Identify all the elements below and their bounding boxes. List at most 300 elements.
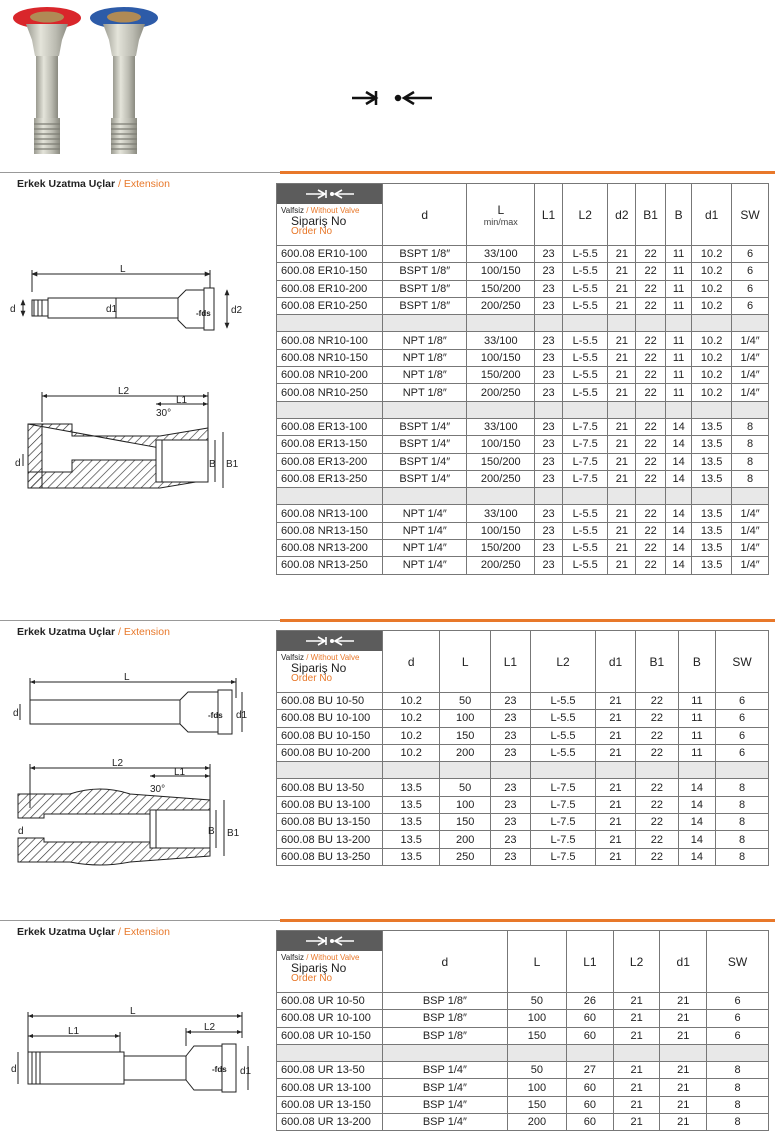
table-row [277,522,769,539]
table-cell: 21 [613,1114,660,1131]
spec-table-section1 [276,183,769,575]
table-cell: 10.2 [692,384,732,401]
table-cell: 10.2 [692,246,732,263]
table-cell: 21 [596,744,636,761]
table-cell: 200/250 [467,557,535,574]
group-separator-row [277,1044,769,1061]
table-cell: 21 [613,1027,660,1044]
table-row [277,1096,769,1113]
table-cell: L-5.5 [562,297,608,314]
table-corner-cell: Valfsiz / Without Valve Sipariş No Order No [277,631,383,693]
table-cell: 6 [716,727,769,744]
table-cell: BSPT 1/8″ [383,280,467,297]
table-cell: 200/250 [467,470,535,487]
table-row [277,1114,769,1131]
table-row [277,505,769,522]
table-cell: 21 [596,848,636,865]
table-cell: 21 [608,280,636,297]
table-cell: 150 [440,727,491,744]
quick-connect-icon [277,184,382,204]
dim-label-L: L [124,672,130,683]
table-cell: BSP 1/8″ [383,1010,508,1027]
table-cell: L-5.5 [562,557,608,574]
product-hero [0,0,775,160]
table-cell: 22 [636,297,666,314]
table-row [277,796,769,813]
section-divider [0,620,775,621]
table-cell: 27 [567,1062,614,1079]
table-cell: 14 [666,453,692,470]
table-cell: 200/250 [467,384,535,401]
table-row [277,297,769,314]
table-row [277,1027,769,1044]
table-cell: 23 [535,367,563,384]
table-cell: 14 [678,831,715,848]
table-cell: L-5.5 [562,246,608,263]
group-separator-row [277,401,769,418]
table-cell: 100 [507,1010,566,1027]
order-code-cell: 600.08 NR10-250 [277,384,383,401]
table-cell: 14 [678,848,715,865]
table-cell: 50 [440,693,491,710]
table-cell: 50 [440,779,491,796]
table-row [277,280,769,297]
table-cell: NPT 1/4″ [383,505,467,522]
table-cell: 23 [535,436,563,453]
table-cell: L-7.5 [562,418,608,435]
order-code-cell: 600.08 ER10-100 [277,246,383,263]
table-cell: BSP 1/4″ [383,1062,508,1079]
col-header: d [383,931,508,993]
table-cell: 100/150 [467,436,535,453]
table-cell: 11 [666,332,692,349]
table-cell: 22 [636,453,666,470]
col-header: L [440,631,491,693]
table-cell: L-5.5 [562,522,608,539]
table-cell: 22 [635,831,678,848]
table-corner-cell: Valfsiz / Without Valve Sipariş No Order No [277,184,383,246]
table-cell: L-5.5 [562,367,608,384]
table-cell: 14 [666,540,692,557]
table-row [277,349,769,366]
col-header: d1 [660,931,707,993]
table-cell: 21 [660,993,707,1010]
table-cell: 23 [535,522,563,539]
table-cell: 23 [491,779,531,796]
table-cell: 8 [732,470,769,487]
table-cell: 11 [678,727,715,744]
table-cell: 21 [660,1079,707,1096]
table-cell: 21 [596,779,636,796]
col-header: L1 [535,184,563,246]
dim-label-B1: B1 [227,828,240,839]
table-cell: 50 [507,1062,566,1079]
table-cell: 22 [636,522,666,539]
dim-label-d1: d1 [236,710,248,721]
table-cell: NPT 1/8″ [383,367,467,384]
table-cell: 10.2 [692,332,732,349]
order-code-cell: 600.08 NR13-100 [277,505,383,522]
table-cell: 22 [636,263,666,280]
table-cell: BSP 1/4″ [383,1096,508,1113]
table-cell: 100 [507,1079,566,1096]
order-code-cell: 600.08 ER13-100 [277,418,383,435]
table-cell: 11 [678,744,715,761]
table-cell: 200 [507,1114,566,1131]
table-row [277,557,769,574]
table-cell: 6 [732,263,769,280]
dim-label-d: d [10,304,16,315]
table-cell: NPT 1/4″ [383,557,467,574]
table-cell: 1/4″ [732,522,769,539]
table-row [277,332,769,349]
table-cell: 11 [666,384,692,401]
table-cell: 26 [567,993,614,1010]
table-cell: 21 [608,470,636,487]
table-cell: 10.2 [383,693,440,710]
col-header: B [666,184,692,246]
table-cell: 100 [440,710,491,727]
table-cell: 13.5 [383,779,440,796]
table-cell: 22 [636,505,666,522]
table-cell: L-7.5 [530,796,595,813]
table-cell: 22 [636,418,666,435]
section-divider [0,172,775,173]
table-cell: 11 [666,297,692,314]
dim-label-angle: 30° [150,784,166,795]
table-cell: L-7.5 [562,470,608,487]
table-cell: 21 [660,1114,707,1131]
table-cell: 23 [535,470,563,487]
table-cell: 6 [716,693,769,710]
table-cell: 10.2 [692,263,732,280]
table-cell: 33/100 [467,418,535,435]
order-code-cell: 600.08 BU 13-100 [277,796,383,813]
table-cell: 6 [716,744,769,761]
order-code-cell: 600.08 ER13-200 [277,453,383,470]
table-cell: BSP 1/8″ [383,993,508,1010]
extension-dimension-drawing [10,668,250,868]
blue-extension-photo [90,7,158,154]
dim-label-L2: L2 [118,386,130,397]
order-code-cell: 600.08 BU 10-200 [277,744,383,761]
order-code-cell: 600.08 UR 10-150 [277,1027,383,1044]
table-cell: 60 [567,1010,614,1027]
table-cell: 22 [635,848,678,865]
table-cell: 21 [608,505,636,522]
dim-label-L2: L2 [112,758,124,769]
table-cell: 21 [608,436,636,453]
table-cell: 21 [608,540,636,557]
table-cell: 8 [716,831,769,848]
table-cell: 23 [491,831,531,848]
table-cell: 200 [440,831,491,848]
table-cell: 22 [636,280,666,297]
table-cell: 22 [636,384,666,401]
col-header: B [678,631,715,693]
table-cell: 22 [635,693,678,710]
table-cell: 10.2 [692,280,732,297]
col-header: d1 [692,184,732,246]
dim-label-L: L [130,1006,136,1017]
table-cell: 21 [596,693,636,710]
section-title: Erkek Uzatma Uçlar / Extension [17,926,170,938]
table-cell: 1/4″ [732,384,769,401]
table-cell: 22 [636,332,666,349]
col-header: d [383,631,440,693]
table-cell: 10.2 [692,367,732,384]
table-cell: 11 [666,349,692,366]
table-cell: 23 [535,246,563,263]
red-extension-photo [13,7,81,154]
table-cell: 8 [716,796,769,813]
col-header: L [507,931,566,993]
table-cell: 23 [491,744,531,761]
table-cell: 21 [608,263,636,280]
table-cell: 13.5 [692,522,732,539]
table-cell: 23 [535,418,563,435]
product-photos [0,0,775,160]
table-cell: 22 [636,470,666,487]
col-header: L min/max [467,184,535,246]
table-cell: L-7.5 [562,436,608,453]
table-cell: 8 [716,779,769,796]
dim-label-L2: L2 [204,1022,216,1033]
table-cell: 6 [732,280,769,297]
table-cell: 14 [666,436,692,453]
table-cell: 11 [666,246,692,263]
table-cell: 21 [608,367,636,384]
order-code-cell: 600.08 BU 13-50 [277,779,383,796]
table-cell: 21 [596,727,636,744]
table-cell: 6 [716,710,769,727]
col-header: SW [716,631,769,693]
table-cell: 21 [608,246,636,263]
col-header: B1 [635,631,678,693]
table-cell: 33/100 [467,505,535,522]
table-cell: L-5.5 [562,505,608,522]
quick-connect-icon [277,931,382,951]
table-cell: 22 [636,246,666,263]
dim-label-d1: d1 [240,1066,252,1077]
table-cell: 14 [678,814,715,831]
table-cell: 23 [491,693,531,710]
table-row [277,540,769,557]
table-row [277,831,769,848]
dim-label-L1: L1 [68,1026,80,1037]
table-cell: 21 [660,1062,707,1079]
col-header: B1 [636,184,666,246]
order-code-cell: 600.08 NR10-150 [277,349,383,366]
dim-label-d2: d2 [231,305,243,316]
table-cell: 11 [666,263,692,280]
table-cell: 10.2 [692,297,732,314]
table-cell: L-5.5 [562,384,608,401]
col-header: SW [707,931,769,993]
spec-table-section3 [276,930,769,1131]
order-code-cell: 600.08 ER10-150 [277,263,383,280]
table-cell: 13.5 [383,796,440,813]
table-cell: NPT 1/8″ [383,349,467,366]
table-cell: 150/200 [467,367,535,384]
table-cell: 200 [440,744,491,761]
dim-label-L: L [120,264,126,275]
table-cell: NPT 1/4″ [383,540,467,557]
order-code-cell: 600.08 UR 13-150 [277,1096,383,1113]
order-code-cell: 600.08 UR 10-50 [277,993,383,1010]
quick-connect-icon [277,631,382,651]
table-cell: 13.5 [692,453,732,470]
table-cell: L-5.5 [530,710,595,727]
table-cell: 21 [660,1027,707,1044]
table-cell: 10.2 [383,744,440,761]
dim-label-L1: L1 [176,395,188,406]
table-cell: 22 [636,540,666,557]
table-cell: 23 [491,848,531,865]
table-cell: 23 [535,540,563,557]
table-row [277,470,769,487]
col-header: L2 [530,631,595,693]
col-header: L2 [562,184,608,246]
table-cell: 8 [707,1096,769,1113]
dim-label-angle: 30° [156,408,172,419]
table-cell: NPT 1/4″ [383,522,467,539]
table-cell: NPT 1/8″ [383,384,467,401]
table-cell: 50 [507,993,566,1010]
table-cell: 150 [440,814,491,831]
table-cell: 1/4″ [732,367,769,384]
table-cell: 21 [608,522,636,539]
table-row [277,1062,769,1079]
order-code-cell: 600.08 BU 10-100 [277,710,383,727]
table-cell: 13.5 [383,848,440,865]
table-cell: 1/4″ [732,505,769,522]
table-cell: L-7.5 [530,831,595,848]
table-cell: L-7.5 [562,453,608,470]
table-cell: 21 [608,332,636,349]
order-code-cell: 600.08 UR 13-200 [277,1114,383,1131]
table-cell: 8 [732,436,769,453]
table-cell: 21 [608,384,636,401]
col-header: d1 [596,631,636,693]
table-cell: 6 [707,1027,769,1044]
order-code-cell: 600.08 NR13-200 [277,540,383,557]
table-cell: L-7.5 [530,779,595,796]
table-cell: 23 [535,280,563,297]
table-row [277,814,769,831]
order-code-cell: 600.08 ER10-200 [277,280,383,297]
table-cell: L-5.5 [530,727,595,744]
table-cell: 22 [635,779,678,796]
table-cell: L-5.5 [562,540,608,557]
col-header: d2 [608,184,636,246]
table-cell: 13.5 [692,470,732,487]
table-cell: 21 [608,453,636,470]
table-cell: L-5.5 [562,280,608,297]
dim-label-d-section: d [15,458,21,469]
table-cell: 23 [491,796,531,813]
group-separator-row [277,762,769,779]
order-code-cell: 600.08 BU 13-150 [277,814,383,831]
table-cell: 22 [635,744,678,761]
table-cell: BSP 1/8″ [383,1027,508,1044]
dim-label-d-section: d [18,826,24,837]
table-cell: 150 [507,1096,566,1113]
order-code-cell: 600.08 UR 13-50 [277,1062,383,1079]
dim-label-B: B [208,826,215,837]
table-cell: 1/4″ [732,349,769,366]
table-cell: 6 [732,246,769,263]
table-cell: BSPT 1/4″ [383,436,467,453]
table-cell: 21 [613,1096,660,1113]
order-code-cell: 600.08 NR10-200 [277,367,383,384]
table-cell: 23 [535,453,563,470]
table-cell: 22 [635,814,678,831]
table-cell: L-7.5 [530,848,595,865]
table-cell: 150/200 [467,453,535,470]
section-title: Erkek Uzatma Uçlar / Extension [17,626,170,638]
table-cell: BSPT 1/4″ [383,453,467,470]
table-cell: 21 [613,1010,660,1027]
table-cell: 21 [660,1096,707,1113]
table-cell: 33/100 [467,246,535,263]
dim-label-L1: L1 [174,767,186,778]
col-header: L1 [491,631,531,693]
table-cell: 150 [507,1027,566,1044]
table-cell: 21 [613,1079,660,1096]
table-cell: 22 [635,727,678,744]
table-cell: 8 [707,1062,769,1079]
table-cell: 21 [596,796,636,813]
table-cell: 150/200 [467,280,535,297]
table-row [277,418,769,435]
table-cell: 21 [608,297,636,314]
table-cell: 21 [608,349,636,366]
table-cell: 6 [732,297,769,314]
table-row [277,453,769,470]
table-cell: BSPT 1/8″ [383,263,467,280]
dim-label-d1: d1 [106,304,118,315]
section-title: Erkek Uzatma Uçlar / Extension [17,178,170,190]
table-cell: L-5.5 [562,349,608,366]
table-cell: 8 [707,1079,769,1096]
table-cell: 21 [596,814,636,831]
quick-connect-symbol-icon [352,91,432,105]
table-cell: L-5.5 [562,332,608,349]
table-cell: 11 [666,367,692,384]
table-corner-cell: Valfsiz / Without Valve Sipariş No Order No [277,931,383,993]
table-cell: BSPT 1/4″ [383,418,467,435]
table-cell: 23 [491,727,531,744]
table-cell: 1/4″ [732,557,769,574]
table-cell: 14 [678,779,715,796]
table-cell: 8 [707,1114,769,1131]
order-code-cell: 600.08 ER13-250 [277,470,383,487]
table-cell: 22 [635,710,678,727]
table-cell: 6 [707,993,769,1010]
col-header: L1 [567,931,614,993]
table-row [277,744,769,761]
table-row [277,710,769,727]
table-row [277,1079,769,1096]
table-cell: 13.5 [692,540,732,557]
table-cell: 14 [678,796,715,813]
dim-label-B1: B1 [226,459,239,470]
table-row [277,779,769,796]
table-cell: 14 [666,470,692,487]
order-code-cell: 600.08 ER13-150 [277,436,383,453]
table-cell: 13.5 [692,436,732,453]
